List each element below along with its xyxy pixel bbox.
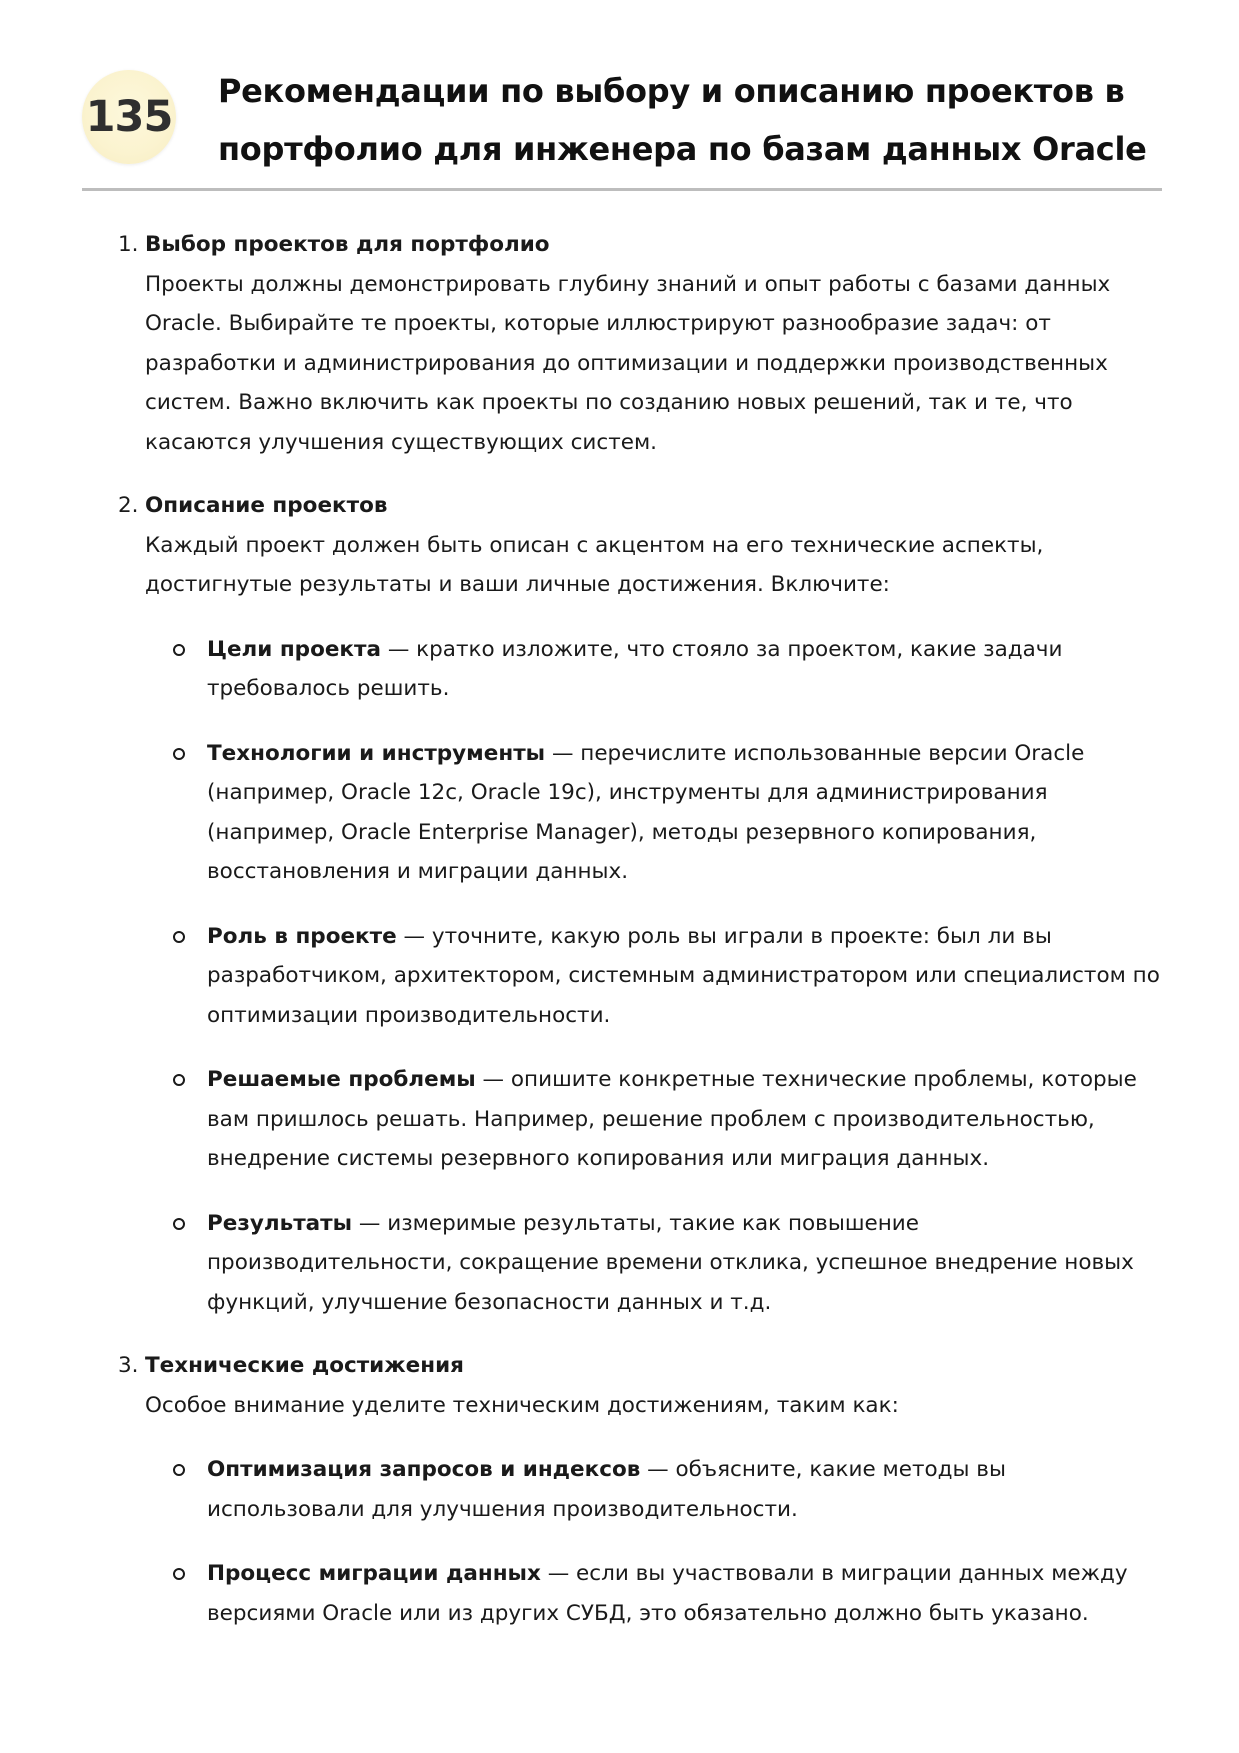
section-text: Особое внимание уделите техническим достижениям, таким как: bbox=[145, 1392, 899, 1418]
item-term: Цели проекта bbox=[207, 636, 381, 662]
page-number-badge bbox=[82, 70, 176, 164]
list-item bbox=[145, 734, 1170, 892]
section-1 bbox=[110, 225, 1170, 462]
section-3 bbox=[110, 1346, 1170, 1633]
section-number: 1. bbox=[118, 232, 139, 257]
list-item bbox=[145, 917, 1170, 1036]
item-text: — кратко изложите, что стояло за проектом, какие задачи требовалось решить. bbox=[207, 636, 1063, 701]
item-text: — если вы участвовали в миграции данных между версиями Oracle или из других СУБД, это обязательно должно быть указано. bbox=[207, 1561, 1128, 1626]
bullet-icon bbox=[173, 1218, 185, 1230]
item-text: — перечислите использованные версии Oracle (например, Oracle 12c, Oracle 19c), инструменты для администрирования (например, Oracle Enterprise Manager), методы резервного копирования, восстановления и миграции данных. bbox=[207, 740, 1085, 884]
item-text: — объясните, какие методы вы использовали для улучшения производительности. bbox=[207, 1457, 1006, 1522]
section-number: 2. bbox=[118, 493, 139, 518]
section-2 bbox=[110, 486, 1170, 1322]
list-item bbox=[145, 1204, 1170, 1323]
item-term: Процесс миграции данных bbox=[207, 1561, 541, 1586]
item-text: — измеримые результаты, такие как повышение производительности, сокращение времени отклика, успешное внедрение новых функций, улучшение безопасности данных и т.д. bbox=[207, 1210, 1134, 1315]
bullet-list bbox=[145, 1450, 1170, 1633]
item-text: — уточните, какую роль вы играли в проекте: был ли вы разработчиком, архитектором, системным администратором или специалистом по оптимизации производительности. bbox=[207, 923, 1160, 1028]
section-heading: Выбор проектов для портфолио bbox=[145, 232, 550, 257]
bullet-icon bbox=[173, 1464, 185, 1476]
bullet-icon bbox=[173, 644, 185, 656]
bullet-icon bbox=[173, 1568, 185, 1580]
item-term: Технологии и инструменты bbox=[207, 740, 546, 766]
list-item bbox=[145, 1450, 1170, 1529]
section-number: 3. bbox=[118, 1353, 139, 1378]
item-text: — опишите конкретные технические проблемы, которые вам пришлось решать. Например, решение проблем с производительностью, внедрение системы резервного копирования или миграция данных. bbox=[207, 1067, 1137, 1171]
item-term: Оптимизация запросов и индексов bbox=[207, 1457, 641, 1482]
list-item bbox=[145, 1060, 1170, 1179]
bullet-icon bbox=[173, 1074, 185, 1086]
item-term: Результаты bbox=[207, 1210, 353, 1236]
page-header bbox=[82, 58, 1162, 191]
page-number: 135 bbox=[85, 92, 173, 142]
section-heading: Технические достижения bbox=[145, 1353, 464, 1378]
bullet-list bbox=[145, 630, 1170, 1323]
bullet-icon bbox=[173, 748, 185, 760]
section-heading: Описание проектов bbox=[145, 493, 388, 518]
item-term: Роль в проекте bbox=[207, 923, 397, 949]
page-title: Рекомендации по выбору и описанию проектов в портфолио для инженера по базам данных Oracle bbox=[218, 72, 1147, 168]
document-body bbox=[110, 225, 1170, 1657]
bullet-icon bbox=[173, 931, 185, 943]
section-text: Каждый проект должен быть описан с акцентом на его технические аспекты, достигнутые результаты и ваши личные достижения. Включите: bbox=[145, 532, 1044, 597]
item-term: Решаемые проблемы bbox=[207, 1067, 476, 1092]
list-item bbox=[145, 1554, 1170, 1633]
section-text: Проекты должны демонстрировать глубину знаний и опыт работы с базами данных Oracle. Выбирайте те проекты, которые иллюстрируют разнообразие задач: от разработки и администрирования до оптимизации и поддержки производственных систем. Важно включить как проекты по созданию новых решений, так и те, что касаются улучшения существующих систем. bbox=[145, 271, 1111, 455]
list-item bbox=[145, 630, 1170, 709]
